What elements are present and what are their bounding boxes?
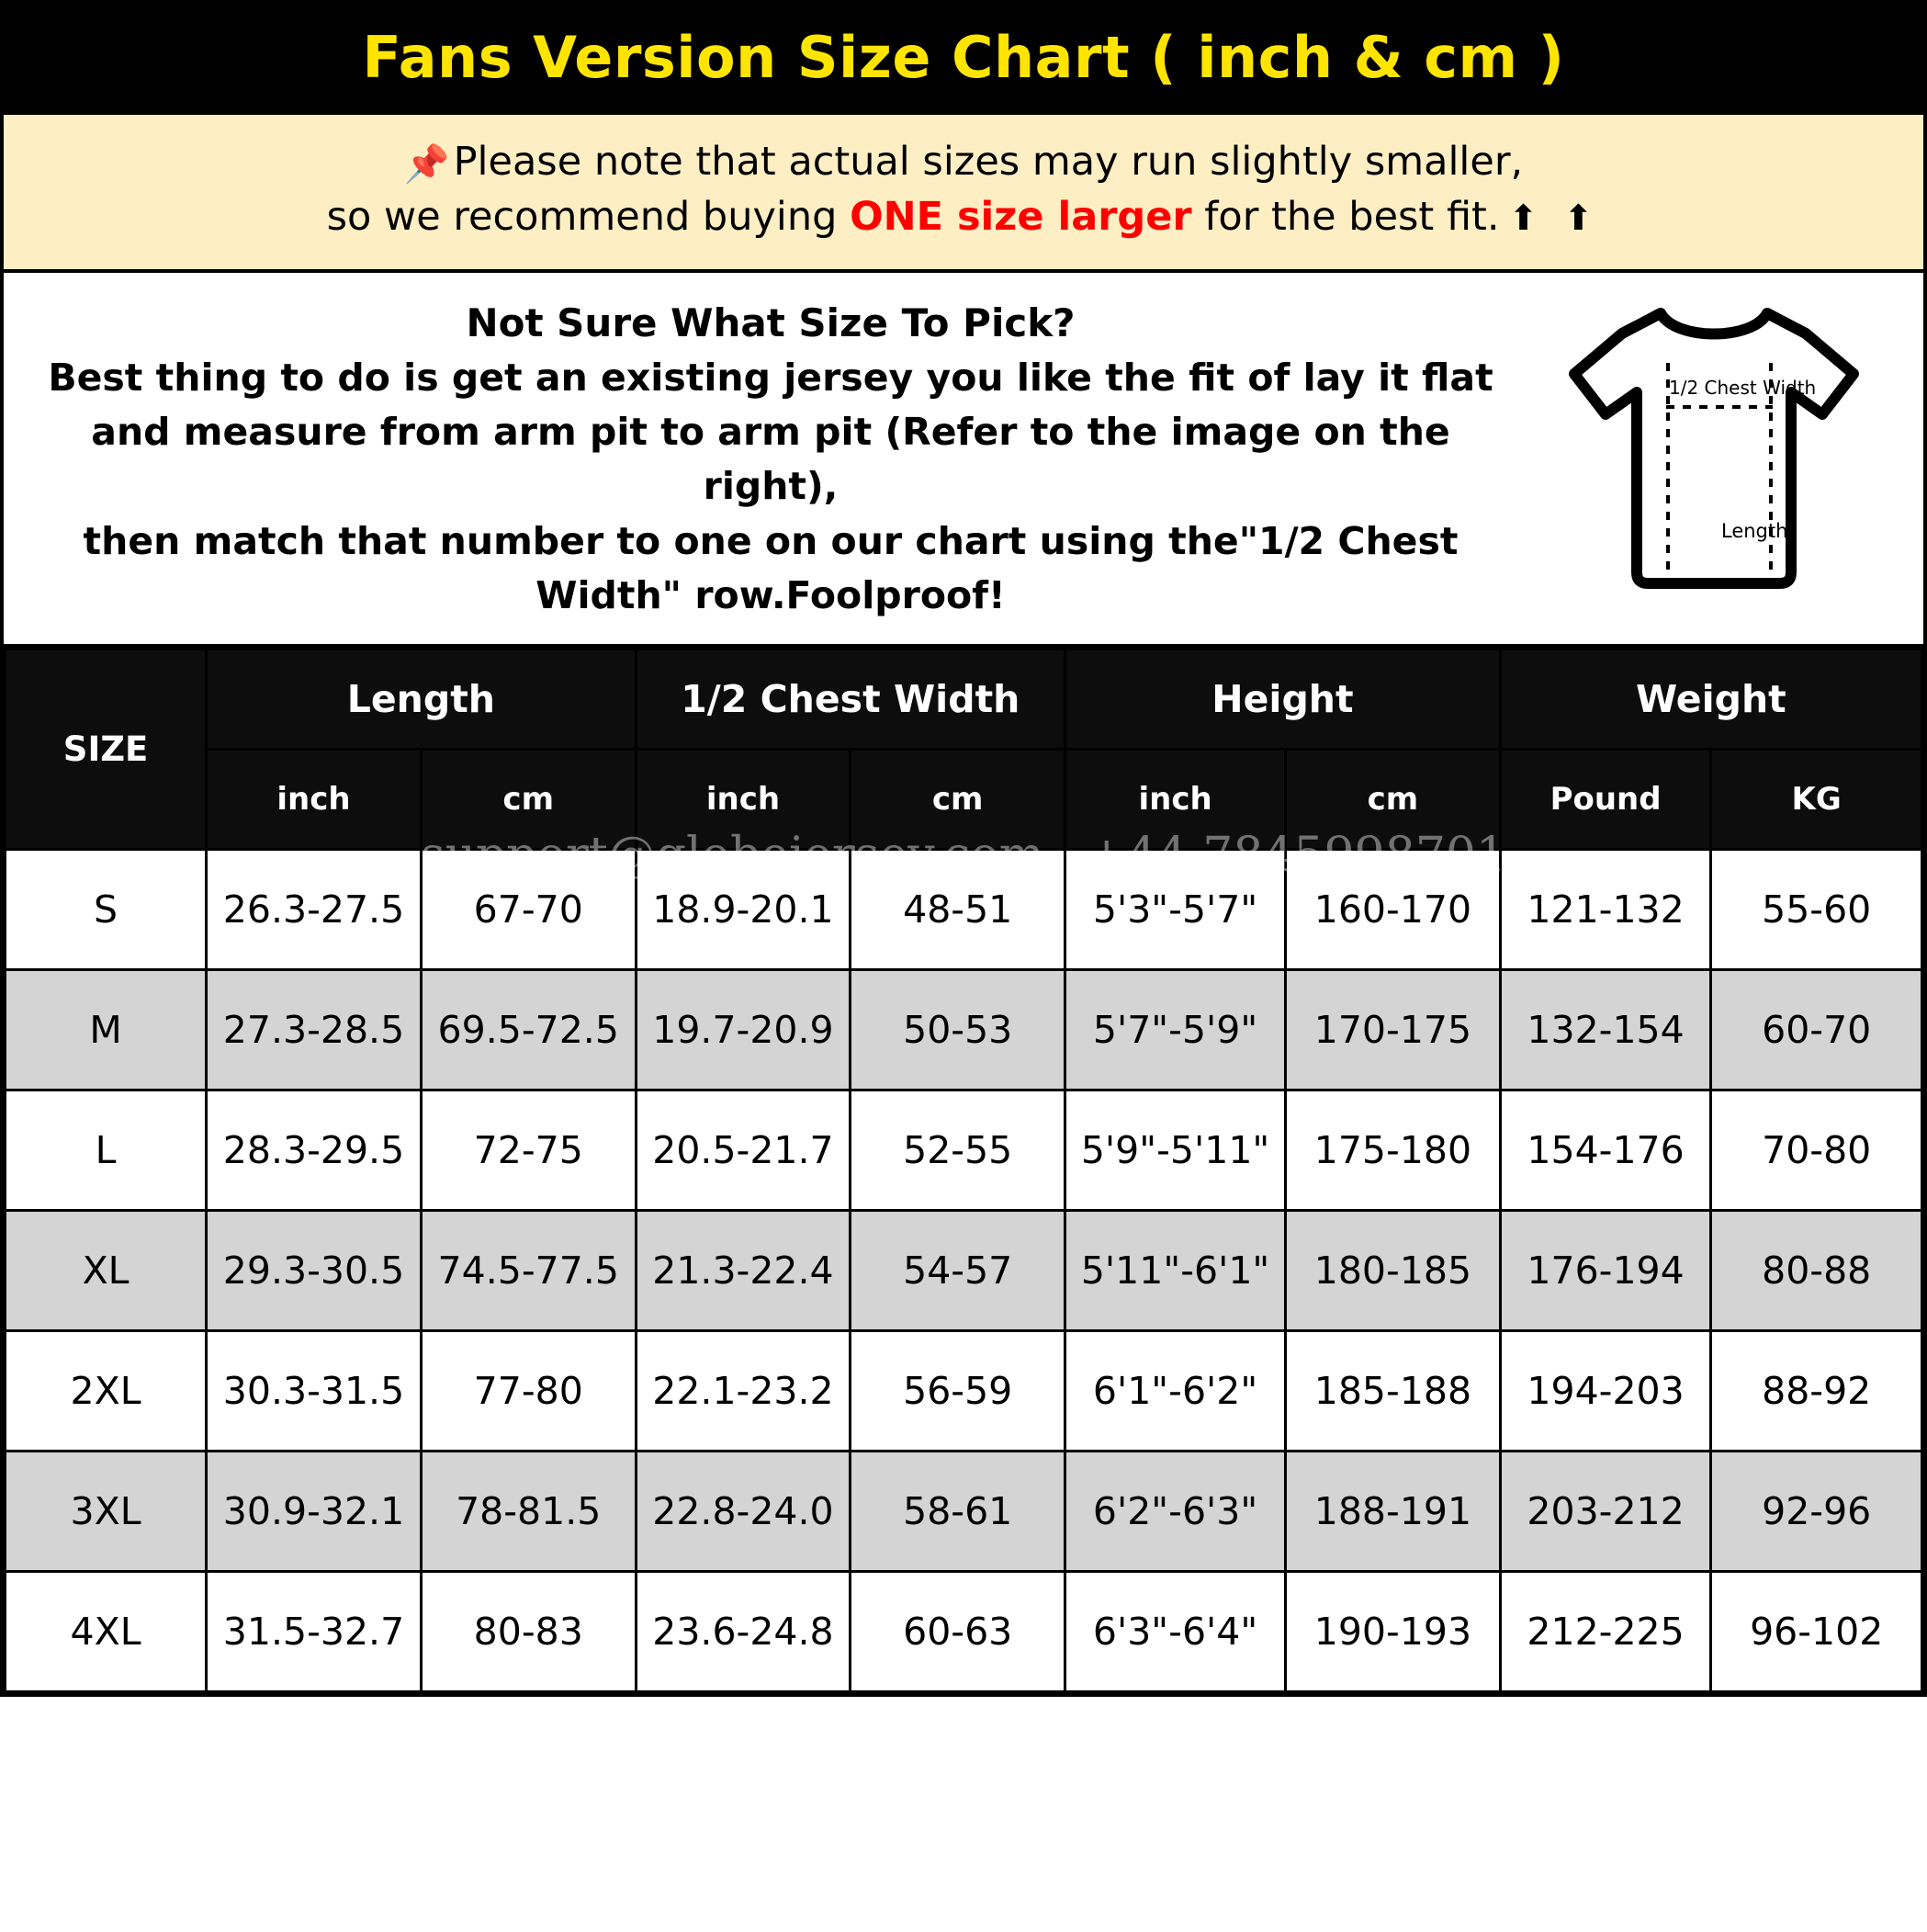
subcol-length-inch: inch (207, 749, 422, 849)
tshirt-icon (1558, 297, 1870, 600)
subcol-height-inch: inch (1065, 749, 1286, 849)
cell-weight-kg: 92-96 (1711, 1451, 1922, 1571)
size-table-zone (4, 648, 1923, 1693)
cell-length-cm: 80-83 (421, 1571, 636, 1691)
cell-length-cm: 69.5-72.5 (421, 969, 636, 1090)
subcol-weight-kg: KG (1711, 749, 1922, 849)
cell-height-cm: 185-188 (1286, 1330, 1501, 1451)
cell-length-inch: 28.3-29.5 (207, 1090, 422, 1210)
cell-chest-cm: 50-53 (851, 969, 1065, 1090)
up-arrow-icon: ⬆ ⬆ (1508, 198, 1601, 239)
help-line-3: then match that number to one on our chart using the"1/2 Chest (83, 518, 1459, 563)
help-line-1: Best thing to do is get an existing jersey you like the fit of lay it flat (48, 355, 1493, 400)
cell-height-cm: 180-185 (1286, 1210, 1501, 1330)
cell-height-inch: 5'11"-6'1" (1065, 1210, 1286, 1330)
cell-chest-inch: 20.5-21.7 (636, 1090, 851, 1210)
subcol-weight-pound: Pound (1500, 749, 1711, 849)
cell-length-cm: 74.5-77.5 (421, 1210, 636, 1330)
cell-weight-kg: 80-88 (1711, 1210, 1922, 1330)
cell-size: 4XL (6, 1571, 207, 1691)
cell-weight-pound: 154-176 (1500, 1090, 1711, 1210)
cell-chest-cm: 54-57 (851, 1210, 1065, 1330)
cell-height-cm: 170-175 (1286, 969, 1501, 1090)
cell-chest-cm: 58-61 (851, 1451, 1065, 1571)
cell-length-inch: 30.9-32.1 (207, 1451, 422, 1571)
cell-height-inch: 6'1"-6'2" (1065, 1330, 1286, 1451)
table-head (6, 649, 1922, 849)
subcol-length-cm: cm (421, 749, 636, 849)
help-line-2: and measure from arm pit to arm pit (Refer to the image on the right), (91, 410, 1450, 509)
cell-size: 2XL (6, 1330, 207, 1451)
cell-chest-cm: 52-55 (851, 1090, 1065, 1210)
cell-chest-inch: 22.1-23.2 (636, 1330, 851, 1451)
col-header-length: Length (207, 649, 636, 749)
table-row (6, 1210, 1922, 1330)
cell-chest-cm: 60-63 (851, 1571, 1065, 1691)
cell-height-inch: 6'2"-6'3" (1065, 1451, 1286, 1571)
page-title: Fans Version Size Chart ( inch & cm ) (362, 24, 1565, 91)
pin-icon: 📌 (403, 143, 450, 186)
col-header-chest-width: 1/2 Chest Width (636, 649, 1065, 749)
cell-length-cm: 72-75 (421, 1090, 636, 1210)
table-row (6, 849, 1922, 969)
col-header-size: SIZE (6, 649, 207, 849)
note-highlight: ONE size larger (850, 194, 1192, 241)
cell-height-cm: 190-193 (1286, 1571, 1501, 1691)
cell-length-inch: 30.3-31.5 (207, 1330, 422, 1451)
subcol-chest-inch: inch (636, 749, 851, 849)
cell-size: 3XL (6, 1451, 207, 1571)
col-header-weight: Weight (1500, 649, 1921, 749)
cell-weight-kg: 70-80 (1711, 1090, 1922, 1210)
table-body (6, 849, 1922, 1691)
cell-size: XL (6, 1210, 207, 1330)
cell-length-cm: 67-70 (421, 849, 636, 969)
note-line-2 (22, 190, 1905, 244)
cell-height-cm: 188-191 (1286, 1451, 1501, 1571)
cell-chest-cm: 56-59 (851, 1330, 1065, 1451)
cell-height-inch: 5'9"-5'11" (1065, 1090, 1286, 1210)
cell-size: M (6, 969, 207, 1090)
cell-length-cm: 77-80 (421, 1330, 636, 1451)
help-text-block (20, 291, 1521, 624)
cell-height-inch: 5'7"-5'9" (1065, 969, 1286, 1090)
table-row (6, 969, 1922, 1090)
subcol-height-cm: cm (1286, 749, 1501, 849)
note-text-2b: for the best fit. (1191, 194, 1500, 241)
cell-weight-kg: 55-60 (1711, 849, 1922, 969)
cell-chest-inch: 21.3-22.4 (636, 1210, 851, 1330)
subcol-chest-cm: cm (851, 749, 1065, 849)
help-line-4: Width" row.Foolproof! (535, 573, 1006, 618)
cell-weight-kg: 96-102 (1711, 1571, 1922, 1691)
size-table (4, 648, 1923, 1693)
col-header-height: Height (1065, 649, 1501, 749)
table-row (6, 1451, 1922, 1571)
cell-size: S (6, 849, 207, 969)
cell-length-inch: 26.3-27.5 (207, 849, 422, 969)
note-line-1 (22, 135, 1905, 190)
tshirt-diagram (1521, 291, 1907, 600)
cell-size: L (6, 1090, 207, 1210)
cell-chest-inch: 19.7-20.9 (636, 969, 851, 1090)
note-text-2a: so we recommend buying (326, 194, 851, 241)
cell-weight-kg: 88-92 (1711, 1330, 1922, 1451)
cell-weight-pound: 203-212 (1500, 1451, 1711, 1571)
cell-height-cm: 160-170 (1286, 849, 1501, 969)
chest-width-label: 1/2 Chest Width (1669, 376, 1817, 399)
watermark-phone: +44 7845998701 (1086, 827, 1507, 883)
cell-weight-pound: 121-132 (1500, 849, 1711, 969)
cell-height-cm: 175-180 (1286, 1090, 1501, 1210)
cell-height-inch: 5'3"-5'7" (1065, 849, 1286, 969)
length-label: Length (1721, 519, 1788, 542)
cell-weight-pound: 132-154 (1500, 969, 1711, 1090)
cell-length-inch: 29.3-30.5 (207, 1210, 422, 1330)
cell-weight-pound: 194-203 (1500, 1330, 1711, 1451)
title-bar (4, 4, 1923, 115)
cell-length-cm: 78-81.5 (421, 1451, 636, 1571)
cell-weight-pound: 176-194 (1500, 1210, 1711, 1330)
cell-length-inch: 31.5-32.7 (207, 1571, 422, 1691)
table-row (6, 1571, 1922, 1691)
watermark-email: support@globejersey.com (420, 827, 1044, 883)
table-row (6, 1330, 1922, 1451)
cell-chest-inch: 18.9-20.1 (636, 849, 851, 969)
cell-chest-cm: 48-51 (851, 849, 1065, 969)
cell-weight-kg: 60-70 (1711, 969, 1922, 1090)
cell-height-inch: 6'3"-6'4" (1065, 1571, 1286, 1691)
note-text-1: Please note that actual sizes may run slightly smaller, (453, 139, 1524, 186)
note-banner (4, 115, 1923, 273)
cell-chest-inch: 23.6-24.8 (636, 1571, 851, 1691)
help-section (4, 273, 1923, 648)
cell-length-inch: 27.3-28.5 (207, 969, 422, 1090)
table-group-header-row (6, 649, 1922, 749)
help-heading: Not Sure What Size To Pick? (466, 299, 1076, 345)
table-row (6, 1090, 1922, 1210)
cell-weight-pound: 212-225 (1500, 1571, 1711, 1691)
cell-chest-inch: 22.8-24.0 (636, 1451, 851, 1571)
table-sub-header-row (6, 749, 1922, 849)
